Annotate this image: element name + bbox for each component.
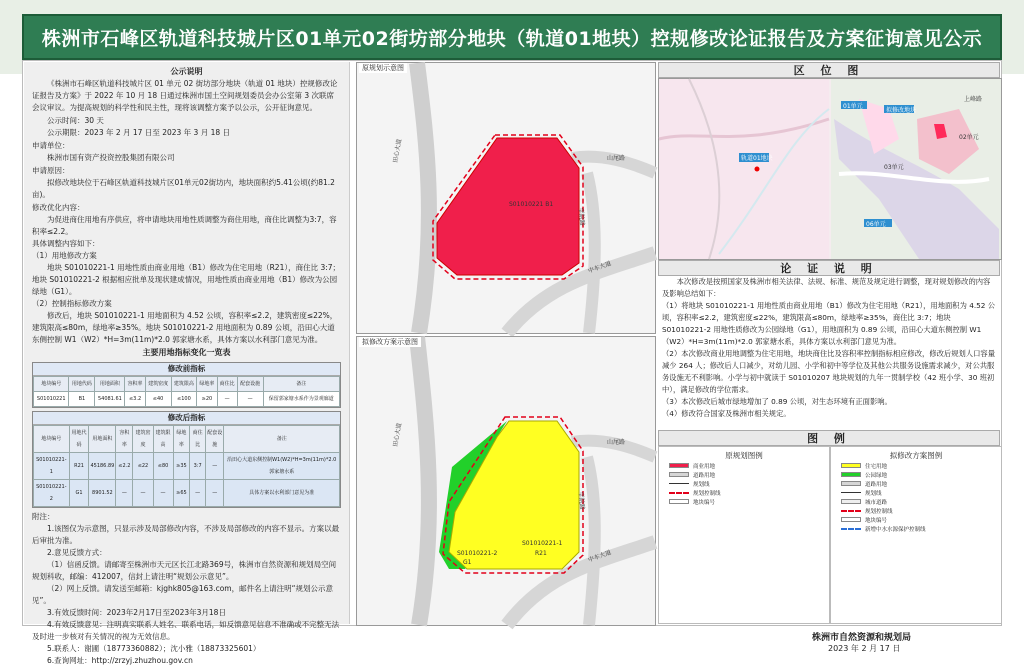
detail-label: 具体调整内容如下： xyxy=(32,239,100,248)
legend-label: 商业用地 xyxy=(693,463,716,470)
legend-label: 城市道路 xyxy=(865,499,888,506)
cell: — xyxy=(190,480,206,507)
cell: ≥20 xyxy=(197,392,217,407)
original-map-label: 原规划示意图 xyxy=(359,63,407,73)
cell: — xyxy=(237,392,263,407)
cell: S01010221-1 xyxy=(34,453,70,480)
unit-tag-06: 06单元 xyxy=(866,221,886,228)
cell: — xyxy=(217,392,237,407)
road-label-tianxin: 田心大道 xyxy=(392,138,404,164)
cell: ≤3.2 xyxy=(125,392,145,407)
cell: — xyxy=(206,480,224,507)
notes-label: 附注： xyxy=(32,512,55,521)
th: 用地代码 xyxy=(69,426,89,453)
road-label-tianxin: 田心大道 xyxy=(392,422,404,448)
legend-label: 道路用地 xyxy=(865,481,888,488)
road-label-xueyuan: 学院路 xyxy=(577,491,586,511)
parcel-before-label: S01010221 B1 xyxy=(509,201,554,208)
unit-tag-03: 03单元 xyxy=(884,164,904,171)
road-tag-shangfeng: 上峰路 xyxy=(964,96,983,103)
swatch-city-road xyxy=(841,499,861,504)
before-header-row xyxy=(34,377,340,392)
note-2a: （1）信函反馈。请邮寄至株洲市天元区长江北路369号，株洲市自然资源和规划局空间规划科收，邮编：412007，信封上请注明“规划公示意见”。 xyxy=(32,560,337,581)
location-map xyxy=(659,79,1001,259)
revised-map-label: 拟修改方案示意图 xyxy=(359,337,421,347)
before-table xyxy=(32,362,341,408)
swatch-control-line xyxy=(669,492,689,494)
th: 备注 xyxy=(263,377,339,392)
original-map xyxy=(357,63,655,333)
table-row xyxy=(34,453,340,480)
note-1: 1.该图仅为示意图，只显示涉及局部修改内容，不涉及局部修改的内容不显示。方案以最后审批为准。 xyxy=(32,524,340,545)
cell: S01010221 xyxy=(34,392,69,407)
city-map-bg xyxy=(659,79,829,259)
road-label-xueyuan: 学院路 xyxy=(577,207,586,227)
swatch-park xyxy=(841,472,861,477)
legend-item xyxy=(669,497,829,506)
cell: — xyxy=(153,480,173,507)
swatch-control-line xyxy=(841,510,861,512)
legend-label: 规划线 xyxy=(693,481,710,488)
th: 绿地率 xyxy=(197,377,217,392)
right-column xyxy=(658,62,1000,624)
cell: 保留郭家塘水系作为景观廊道 xyxy=(263,392,339,407)
note-2: 2.意见反馈方式： xyxy=(47,548,107,557)
legend-label: 规划线 xyxy=(865,490,882,497)
before-indicator-table xyxy=(33,376,340,407)
th: 备注 xyxy=(224,426,340,453)
legend-item xyxy=(841,479,1001,488)
road-label-shanwei: 山尾路 xyxy=(607,439,626,446)
swatch-line xyxy=(669,483,689,484)
swatch-commercial xyxy=(669,463,689,468)
legend-label: 道路用地 xyxy=(693,472,716,479)
legend-label: 公园绿地 xyxy=(865,472,888,479)
cell: ≥35 xyxy=(173,453,190,480)
th: 建筑密度 xyxy=(133,426,153,453)
legend-label: 地块编号 xyxy=(865,517,888,524)
cell: — xyxy=(206,453,224,480)
argument-p3: （3）本次修改后城市绿地增加了 0.89 公顷，对生态环境有正面影响。 xyxy=(662,397,892,406)
legend-label: 规划控制线 xyxy=(693,490,721,497)
cell: 沿田心大道东侧控制W1(W2)*H=3m(11m)*2.0郭家塘水系 xyxy=(224,453,340,480)
road-label-shanwei: 山尾路 xyxy=(607,155,626,162)
legend-item xyxy=(669,479,829,488)
revised-map xyxy=(357,337,655,625)
argument-p1: （1）将地块 S01010221-1 用地性质由商业用地（B1）修改为住宅用地（R21），用地面积为 4.52 公顷，容积率≤2.2，建筑密度≤22%，建筑限高≤80m，绿地率≥35%，商住比 3:7；地块 S01010221-2 用地性质修改为公园绿地（G1），用地面积为 0.89 公顷，沿田心大道东侧控制 W1（W2）*H=3m(11m)*2.0 郭家塘水系，具体方案以水利部门意见为准。 xyxy=(662,301,996,346)
cell: 54081.61 xyxy=(95,392,125,407)
item2-label: （2）控制指标修改方案 xyxy=(32,299,112,308)
th: 用地代码 xyxy=(69,377,95,392)
legend-heading: 图 例 xyxy=(658,430,1000,446)
th: 地块编号 xyxy=(34,377,69,392)
legend-item xyxy=(841,515,1001,524)
item1-label: （1）用地修改方案 xyxy=(32,251,97,260)
th: 建筑限高 xyxy=(171,377,197,392)
item2-text: 修改后，地块 S01010221-1 用地面积为 4.52 公顷，容积率≤2.2，建筑密度≤22%，建筑限高≤80m，绿地率≥35%。地块 S01010221-2 用地面积为 0.89 公顷，沿田心大道东侧控制 W1（W2）*H=3m(11m)*2.0 郭家塘水系，具体方案以水利部门意见为准。 xyxy=(32,311,338,344)
cell: — xyxy=(133,480,153,507)
revised-legend-title: 拟修改方案图例 xyxy=(889,451,943,460)
content-label: 修改优化内容： xyxy=(32,203,85,212)
road-label-zhongche: 中车大道 xyxy=(587,260,613,275)
argument-text xyxy=(658,276,1000,428)
cell: ≤40 xyxy=(145,392,171,407)
reason-label: 申请原因： xyxy=(32,166,70,175)
legend-item xyxy=(841,524,1001,533)
cell: S01010221-2 xyxy=(34,480,70,507)
after-table-caption: 修改后指标 xyxy=(33,412,340,425)
th: 配套设施 xyxy=(206,426,224,453)
argument-heading: 论 证 说 明 xyxy=(658,260,1000,276)
original-legend xyxy=(658,446,830,624)
cell: ≤80 xyxy=(153,453,173,480)
table-title: 主要用地指标变化一览表 xyxy=(142,348,231,357)
after-header-row xyxy=(34,426,340,453)
notice-column xyxy=(24,62,350,665)
note-2b: （2）网上反馈。请发送至邮箱：kjghk805@163.com，邮件名上请注明“规划公示意见”。 xyxy=(32,584,333,605)
th: 建筑密度 xyxy=(145,377,171,392)
cell: — xyxy=(116,480,133,507)
th: 用地面积 xyxy=(95,377,125,392)
argument-p0: 本次修改是按照国家及株洲市相关法律、法规、标准、规范及规定进行调整，现对规划修改的内容及影响总结如下： xyxy=(662,277,991,298)
target-tag: 拟修改地块 xyxy=(886,107,917,114)
location-marker xyxy=(755,167,760,172)
cell: 具体方案以水利部门意见为准 xyxy=(224,480,340,507)
parcel-after-2-code: G1 xyxy=(463,559,472,566)
before-table-caption: 修改前指标 xyxy=(33,363,340,376)
cell: ≤100 xyxy=(171,392,197,407)
location-tag: 轨道01地块 xyxy=(741,155,773,162)
location-map-panel xyxy=(658,78,1002,260)
location-heading: 区 位 图 xyxy=(658,62,1000,78)
applicant-name: 株洲市国有资产投资控股集团有限公司 xyxy=(47,153,175,162)
applicant-label: 申请单位： xyxy=(32,141,70,150)
footer-org: 株洲市自然资源和规划局 xyxy=(812,633,912,643)
cell: G1 xyxy=(69,480,89,507)
th: 绿地率 xyxy=(173,426,190,453)
cell: ≥65 xyxy=(173,480,190,507)
th: 用地面积 xyxy=(89,426,116,453)
content-text: 为促进商住用地有序供应，将申请地块用地性质调整为商住用地，商住比调整为3:7，容积率≤2.2。 xyxy=(32,215,337,236)
legend-item xyxy=(841,470,1001,479)
road-label-zhongche: 中车大道 xyxy=(587,549,613,564)
legend-label: 新增中水水源保护控制线 xyxy=(865,526,926,533)
cell: R21 xyxy=(69,453,89,480)
item1-text: 地块 S01010221-1 用地性质由商业用地（B1）修改为住宅用地（R21），商住比 3:7；地块 S01010221-2 根据相应批单及现状建成情况，用地性质由商业用地（B1）修改为公园绿地（G1）。 xyxy=(32,263,341,296)
cell: B1 xyxy=(69,392,95,407)
cell: 8901.52 xyxy=(89,480,116,507)
maps-column xyxy=(356,62,654,624)
parcel-after-2-label: S01010221-2 xyxy=(457,550,498,557)
cell: ≤22 xyxy=(133,453,153,480)
swatch-line xyxy=(841,492,861,493)
th: 建筑限高 xyxy=(153,426,173,453)
notice-period: 公示时间：30 天 xyxy=(47,116,104,125)
notice-heading: 公示说明 xyxy=(170,67,203,76)
legend-item xyxy=(841,497,1001,506)
note-6: 6.查询网址：http://zrzyj.zhuzhou.gov.cn xyxy=(47,656,193,665)
swatch-road xyxy=(841,481,861,486)
legend-label: 地块编号 xyxy=(693,499,716,506)
original-map-panel xyxy=(356,62,656,334)
cell: 3:7 xyxy=(190,453,206,480)
swatch-code xyxy=(841,517,861,522)
note-5: 5.联系人：谢圃（18773360882）；沈小雅（18873325601） xyxy=(47,644,261,653)
notice-dates: 公示期限：2023 年 2 月 17 日至 2023 年 3 月 18 日 xyxy=(47,128,231,137)
th: 商住比 xyxy=(217,377,237,392)
parcel-after-1-code: R21 xyxy=(535,550,547,557)
argument-p2: （2）本次修改商业用地调整为住宅用地，地块商住比及容积率控制指标相应修改，修改后规划人口容量减少 264 人；修改后人口减少，对幼儿园、小学和初中等学位及其他公共服务设施需求减少，对公共服务设施无不利影响。小学与初中就读于 S01010207 地块规划的九年一贯制学校（42 班小学、30 班初中），满足修改的学位需求。 xyxy=(662,349,995,394)
th: 容积率 xyxy=(125,377,145,392)
legend-item xyxy=(841,488,1001,497)
argument-p4: （4）修改符合国家及株洲市相关规定。 xyxy=(662,409,791,418)
page-title: 株洲市石峰区轨道科技城片区01单元02街坊部分地块（轨道01地块）控规修改论证报告及方案征询意见公示 xyxy=(41,27,983,50)
footer-date: 2023 年 2 月 17 日 xyxy=(828,644,901,653)
th: 地块编号 xyxy=(34,426,70,453)
note-3: 3.有效反馈时间：2023年2月17日至2023年3月18日 xyxy=(47,608,226,617)
legend-label: 住宅用地 xyxy=(865,463,888,470)
legend-item xyxy=(669,461,829,470)
th: 容积率 xyxy=(116,426,133,453)
swatch-water-line xyxy=(841,528,861,530)
legend-item xyxy=(841,506,1001,515)
table-row xyxy=(34,480,340,507)
unit-tag-02: 02单元 xyxy=(959,134,979,141)
swatch-residential xyxy=(841,463,861,468)
th: 商住比 xyxy=(190,426,206,453)
cell: ≤2.2 xyxy=(116,453,133,480)
legend-item xyxy=(669,488,829,497)
original-legend-title: 原规划图例 xyxy=(725,451,763,460)
revised-legend xyxy=(830,446,1002,624)
note-4: 4.有效反馈意见：注明真实联系人姓名、联系电话，如反馈意见信息不准确或不完整无法及时进一步核对有关情况的视为无效信息。 xyxy=(32,620,340,641)
legend-item xyxy=(841,461,1001,470)
reason-text: 拟修改地块位于石峰区轨道科技城片区01单元02街坊内，地块面积约5.41公顷(约81.2亩)。 xyxy=(32,178,335,199)
legend-label: 规划控制线 xyxy=(865,508,893,515)
after-table xyxy=(32,411,341,508)
notice-intro: 《株洲市石峰区轨道科技城片区 01 单元 02 街坊部分地块（轨道 01 地块）控规修改论证报告及方案》于 2022 年 10 月 18 日通过株洲市国土空间规划委员会办公室第 3 次联席会议审议。为提高规划的科学性和民主性，现将该调整方案予以公示，公开征询意见。 xyxy=(32,79,338,112)
swatch-road xyxy=(669,472,689,477)
swatch-code xyxy=(669,499,689,504)
th: 配套设施 xyxy=(237,377,263,392)
parcel-after-1-label: S01010221-1 xyxy=(522,540,563,547)
title-bar xyxy=(22,14,1002,60)
legend-item xyxy=(669,470,829,479)
table-row xyxy=(34,392,340,407)
after-indicator-table xyxy=(33,425,340,507)
revised-map-panel xyxy=(356,336,656,626)
cell: 45186.89 xyxy=(89,453,116,480)
unit-tag-01: 01单元 xyxy=(843,103,863,110)
